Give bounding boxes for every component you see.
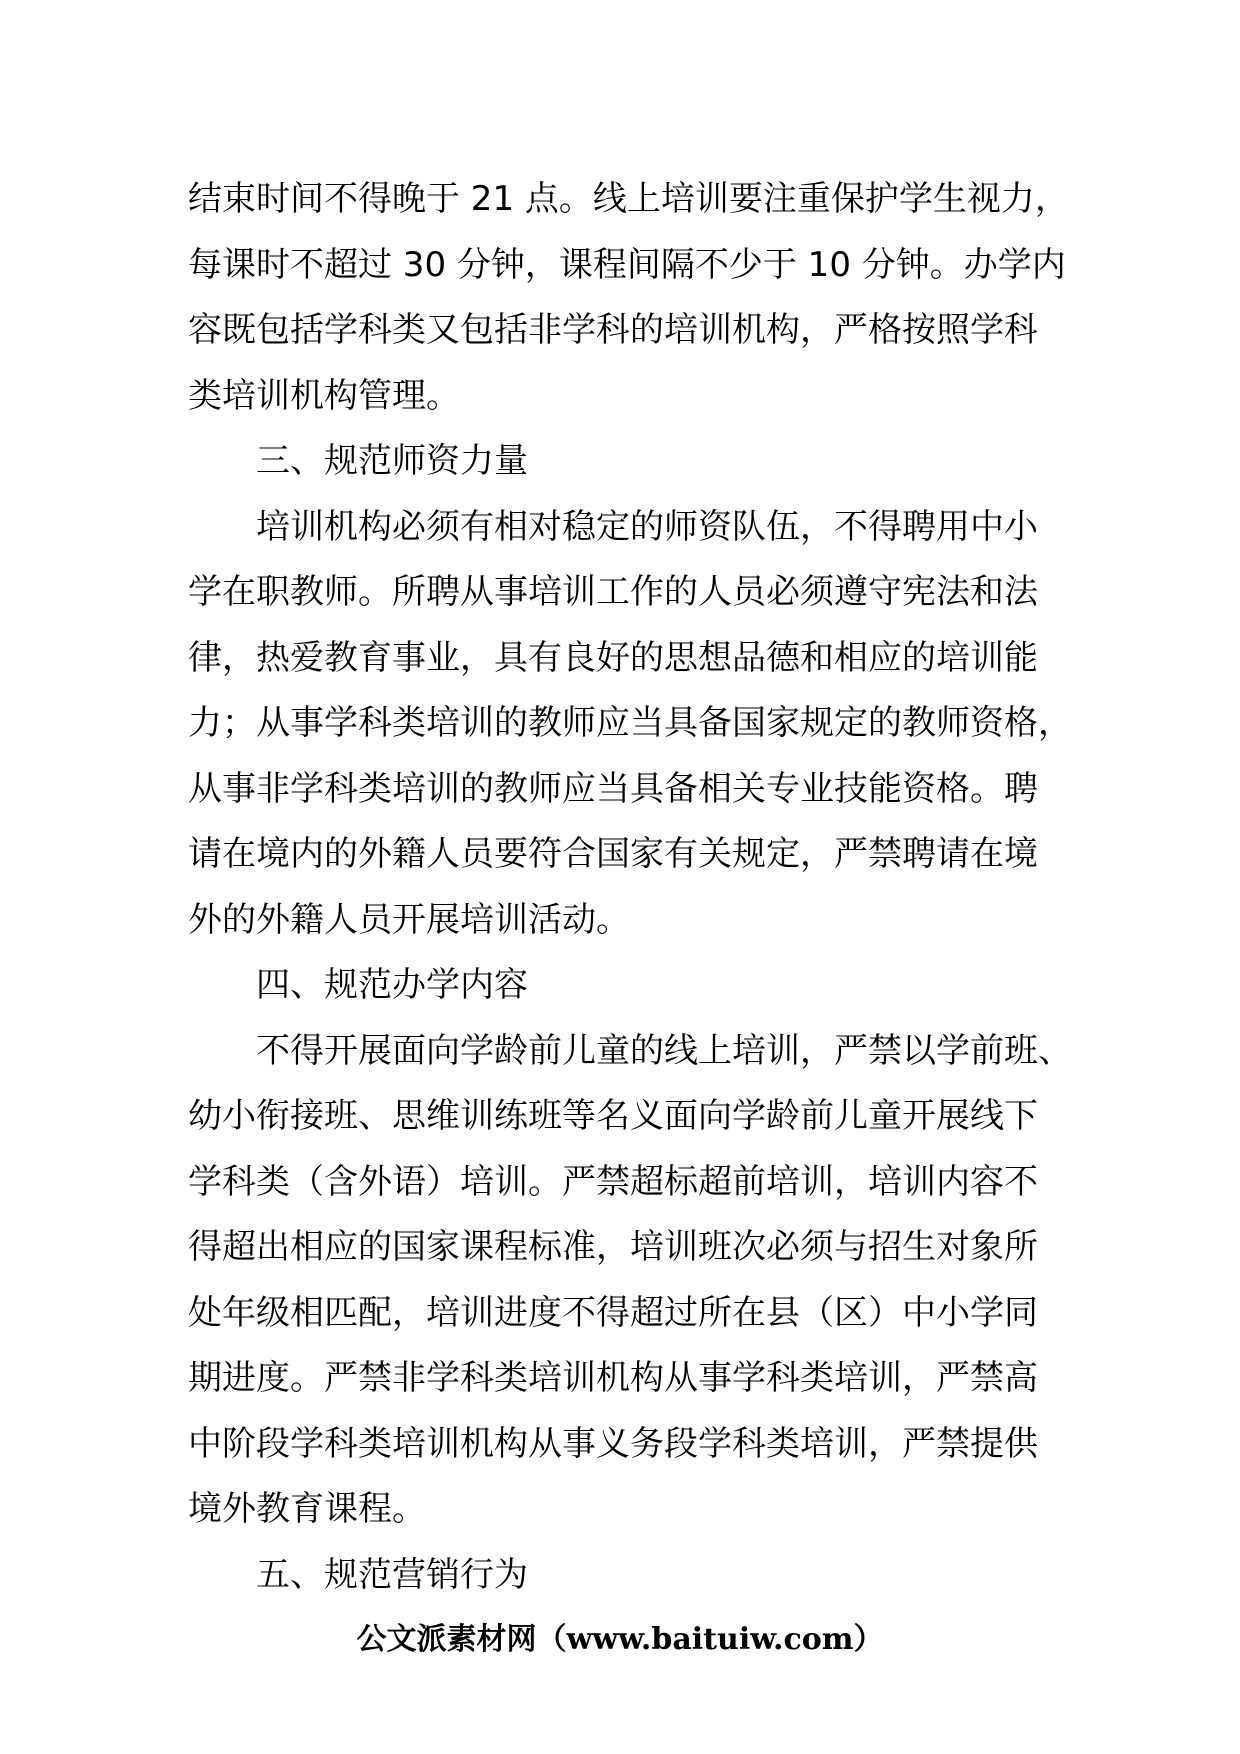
text-line: 从事非学科类培训的教师应当具备相关专业技能资格。聘	[188, 768, 1038, 809]
text-line: 处年级相匹配，培训进度不得超过所在县（区）中小学同	[188, 1292, 1038, 1333]
section-heading: 四、规范办学内容	[256, 965, 528, 1005]
page-footer: 公文派素材网（www.baituiw.com）	[356, 1622, 884, 1657]
text-line: 律，热爱教育事业，具有良好的思想品德和相应的培训能	[188, 637, 1038, 678]
text-line: 期进度。严禁非学科类培训机构从事学科类培训，严禁高	[188, 1358, 1038, 1398]
text-line: 境外教育课程。	[188, 1489, 426, 1529]
text-line: 每课时不超过 30 分钟，课程间隔不少于 10 分钟。办学内	[188, 244, 1066, 285]
section-heading: 五、规范营销行为	[256, 1554, 528, 1595]
text-line: 学在职教师。所聘从事培训工作的人员必须遵守宪法和法	[188, 572, 1038, 612]
section-heading: 三、规范师资力量	[256, 441, 528, 481]
text-line: 不得开展面向学龄前儿童的线上培训，严禁以学前班、	[256, 1030, 1072, 1071]
text-line: 中阶段学科类培训机构从事义务段学科类培训，严禁提供	[188, 1423, 1038, 1464]
text-line: 类培训机构管理。	[188, 375, 460, 416]
text-line: 力；从事学科类培训的教师应当具备国家规定的教师资格，	[188, 703, 1072, 743]
text-line: 容既包括学科类又包括非学科的培训机构，严格按照学科	[188, 310, 1038, 350]
text-line: 请在境内的外籍人员要符合国家有关规定，严禁聘请在境	[188, 834, 1038, 874]
text-line: 外的外籍人员开展培训活动。	[188, 899, 630, 940]
text-line: 培训机构必须有相对稳定的师资队伍，不得聘用中小	[256, 506, 1038, 547]
text-line: 得超出相应的国家课程标准，培训班次必须与招生对象所	[188, 1227, 1038, 1267]
text-line: 学科类（含外语）培训。严禁超标超前培训，培训内容不	[188, 1161, 1038, 1202]
text-line: 结束时间不得晚于 21 点。线上培训要注重保护学生视力，	[188, 179, 1069, 219]
document-body	[188, 167, 1072, 1608]
text-line: 幼小衔接班、思维训练班等名义面向学龄前儿童开展线下	[188, 1096, 1038, 1136]
